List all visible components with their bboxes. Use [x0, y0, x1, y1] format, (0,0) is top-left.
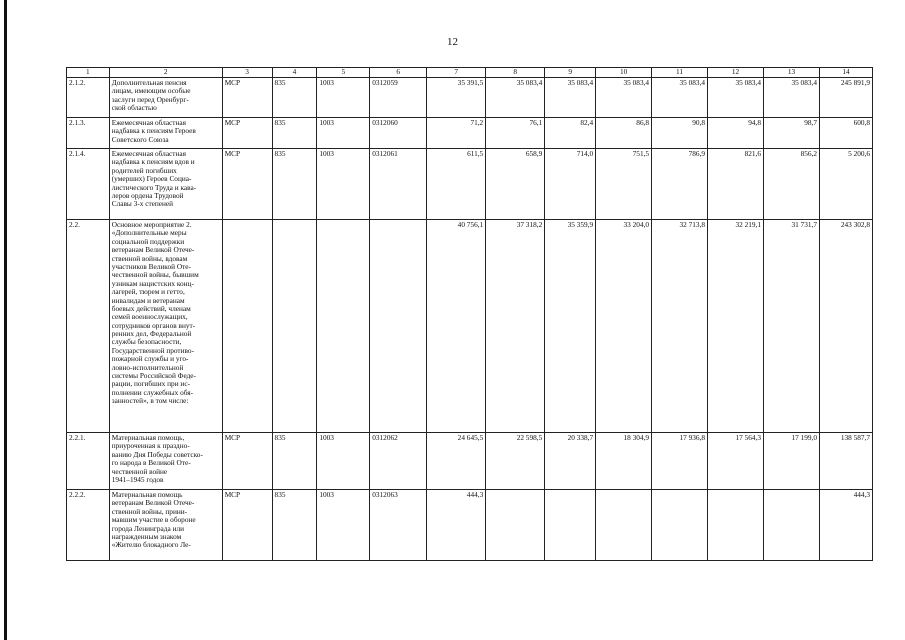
row-value: 86,8 — [596, 118, 652, 149]
row-ministry — [222, 220, 272, 433]
header-cell: 3 — [222, 68, 272, 78]
row-ministry: МСР — [222, 118, 272, 149]
table-row — [67, 78, 873, 118]
row-value: 18 304,9 — [596, 433, 652, 490]
header-row — [67, 68, 873, 78]
row-rzpr: 1003 — [317, 149, 370, 220]
row-value: 856,2 — [764, 149, 820, 220]
row-grbs — [272, 220, 317, 433]
row-total: 138 587,7 — [819, 433, 872, 490]
row-rzpr: 1003 — [317, 490, 370, 561]
header-cell: 5 — [317, 68, 370, 78]
header-cell: 6 — [370, 68, 427, 78]
row-value: 22 598,5 — [486, 433, 545, 490]
row-rzpr: 1003 — [317, 433, 370, 490]
page-number: 12 — [447, 36, 458, 48]
row-csr — [370, 220, 427, 433]
row-value: 31 731,7 — [764, 220, 820, 433]
header-cell: 8 — [486, 68, 545, 78]
row-value: 35 359,9 — [545, 220, 596, 433]
header-cell: 2 — [109, 68, 222, 78]
row-code: 2.2. — [67, 220, 110, 433]
row-value: 714,0 — [545, 149, 596, 220]
row-description: Дополнительная пенсия лицам, имеющим особые заслуги перед Оренбург- ской областью — [109, 78, 222, 118]
row-value: 32 713,8 — [652, 220, 708, 433]
row-description: Основное мероприятие 2. «Дополнительные меры социальной поддержки ветеранам Великой Отече- ственной войны, вдовам участников Великой Оте- чественной войны, бывшим узникам нацистских конц- лагерей, тюрем и гетто, инвалидам и ветеранам боевых действий, членам семей военнослужащих, сотрудников органов внут- ренних дел, Федеральной службы безопасности, Государственной противо- пожарной службы и уго- ловно-исполнительной системы Российской Феде- рации, погибших при ис- полнении служебных обя- занностей», в том числе: — [109, 220, 222, 433]
row-value — [596, 490, 652, 561]
row-description: Материальная помощь, приуроченная к праздно- ванию Дня Победы советско- го народа в Великой Оте- чественной войне 1941–1945 годов — [109, 433, 222, 490]
row-value: 658,9 — [486, 149, 545, 220]
header-cell: 9 — [545, 68, 596, 78]
header-cell: 11 — [652, 68, 708, 78]
table-row — [67, 433, 873, 490]
row-value — [486, 490, 545, 561]
row-grbs: 835 — [272, 118, 317, 149]
row-value — [652, 490, 708, 561]
row-value: 98,7 — [764, 118, 820, 149]
row-value: 35 083,4 — [652, 78, 708, 118]
header-cell: 14 — [819, 68, 872, 78]
header-cell: 12 — [708, 68, 764, 78]
row-value: 37 318,2 — [486, 220, 545, 433]
row-total: 5 200,6 — [819, 149, 872, 220]
row-total: 243 302,8 — [819, 220, 872, 433]
row-value: 40 756,1 — [427, 220, 486, 433]
row-value: 35 083,4 — [545, 78, 596, 118]
row-value: 90,8 — [652, 118, 708, 149]
row-value: 17 199,0 — [764, 433, 820, 490]
row-description: Ежемесячная областная надбавка к пенсиям Героев Советского Союза — [109, 118, 222, 149]
table-row — [67, 220, 873, 433]
row-description: Материальная помощь ветеранам Великой Отече- ственной войны, прини- мавшим участие в обороне города Ленинграда или награжденным знаком «Жителю блокадного Ле- — [109, 490, 222, 561]
header-cell: 13 — [764, 68, 820, 78]
row-value: 24 645,5 — [427, 433, 486, 490]
row-csr: 0312062 — [370, 433, 427, 490]
row-rzpr — [317, 220, 370, 433]
header-cell: 1 — [67, 68, 110, 78]
row-value: 35 083,4 — [764, 78, 820, 118]
table-row — [67, 149, 873, 220]
row-csr: 0312061 — [370, 149, 427, 220]
row-grbs: 835 — [272, 149, 317, 220]
row-csr: 0312059 — [370, 78, 427, 118]
row-grbs: 835 — [272, 433, 317, 490]
row-value: 35 083,4 — [596, 78, 652, 118]
row-ministry: МСР — [222, 78, 272, 118]
row-code: 2.2.2. — [67, 490, 110, 561]
row-value: 35 391,5 — [427, 78, 486, 118]
row-code: 2.1.2. — [67, 78, 110, 118]
table-row — [67, 490, 873, 561]
row-code: 2.1.3. — [67, 118, 110, 149]
row-value: 94,8 — [708, 118, 764, 149]
header-cell: 4 — [272, 68, 317, 78]
row-value: 33 204,0 — [596, 220, 652, 433]
row-description: Ежемесячная областная надбавка к пенсиям вдов и родителей погибших (умерших) Героев Социа- листического Труда и кава- леров ордена Трудовой Славы 3-х степеней — [109, 149, 222, 220]
row-value: 821,6 — [708, 149, 764, 220]
header-cell: 7 — [427, 68, 486, 78]
row-value: 17 564,3 — [708, 433, 764, 490]
row-grbs: 835 — [272, 78, 317, 118]
row-value: 71,2 — [427, 118, 486, 149]
row-value — [764, 490, 820, 561]
row-value — [545, 490, 596, 561]
row-ministry: МСР — [222, 149, 272, 220]
row-value: 751,5 — [596, 149, 652, 220]
row-value: 444,3 — [427, 490, 486, 561]
row-ministry: МСР — [222, 433, 272, 490]
row-value: 82,4 — [545, 118, 596, 149]
row-csr: 0312063 — [370, 490, 427, 561]
row-value: 786,9 — [652, 149, 708, 220]
row-value: 17 936,8 — [652, 433, 708, 490]
row-grbs: 835 — [272, 490, 317, 561]
row-value: 20 338,7 — [545, 433, 596, 490]
row-total: 245 891,9 — [819, 78, 872, 118]
row-code: 2.1.4. — [67, 149, 110, 220]
row-ministry: МСР — [222, 490, 272, 561]
row-total: 600,8 — [819, 118, 872, 149]
page-left-edge — [4, 0, 7, 640]
budget-table — [66, 67, 873, 561]
row-csr: 0312060 — [370, 118, 427, 149]
row-value: 32 219,1 — [708, 220, 764, 433]
row-value: 35 083,4 — [708, 78, 764, 118]
row-value: 35 083,4 — [486, 78, 545, 118]
row-value — [708, 490, 764, 561]
row-rzpr: 1003 — [317, 78, 370, 118]
row-rzpr: 1003 — [317, 118, 370, 149]
row-value: 611,5 — [427, 149, 486, 220]
row-total: 444,3 — [819, 490, 872, 561]
row-value: 76,1 — [486, 118, 545, 149]
row-code: 2.2.1. — [67, 433, 110, 490]
header-cell: 10 — [596, 68, 652, 78]
table-row — [67, 118, 873, 149]
